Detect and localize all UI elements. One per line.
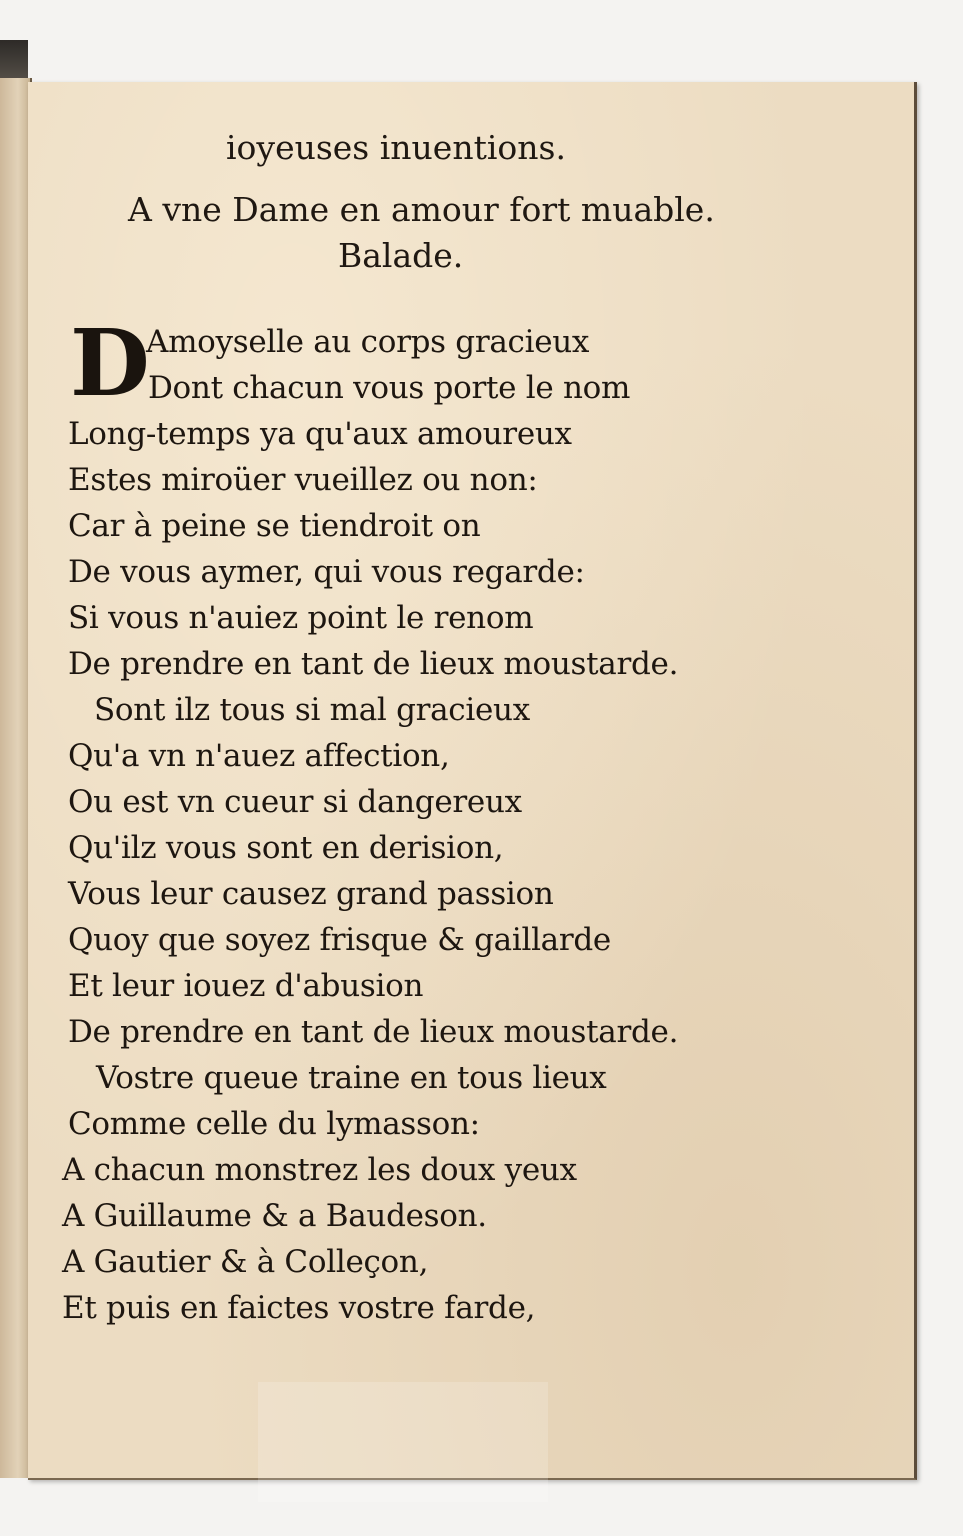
verse-line: Dont chacun vous porte le nom [148,370,631,406]
verse-line: A Gautier & à Colleçon, [62,1244,429,1280]
verse-line: De prendre en tant de lieux moustarde. [68,1014,679,1050]
poem-subtitle: Balade. [338,236,464,275]
verse-line: Long-temps ya qu'aux amoureux [68,416,572,452]
verse-line: Si vous n'auiez point le renom [68,600,534,636]
verse-line: Ou est vn cueur si dangereux [68,784,522,820]
verse-line: Quoy que soyez frisque & gaillarde [68,922,611,958]
verse-line: Sont ilz tous si mal gracieux [94,692,530,728]
poem-title: A vne Dame en amour fort muable. [128,190,715,229]
verse-line: Qu'a vn n'auez affection, [68,738,450,774]
verse-line: A chacun monstrez les doux yeux [62,1152,577,1188]
verse-line: Qu'ilz vous sont en derision, [68,830,504,866]
verse-line: Et puis en faictes vostre farde, [62,1290,536,1326]
verse-line: Amoyselle au corps gracieux [146,324,590,360]
verse-line: Et leur iouez d'abusion [68,968,424,1004]
verse-line: De prendre en tant de lieux moustarde. [68,646,679,682]
verse-line: Vostre queue traine en tous lieux [96,1060,607,1096]
verse-line: De vous aymer, qui vous regarde: [68,554,585,590]
verse-line: Vous leur causez grand passion [68,876,554,912]
verse-line: Car à peine se tiendroit on [68,508,481,544]
drop-capital: D [70,309,150,417]
running-header: ioyeuses inuentions. [226,128,566,167]
verse-line: Comme celle du lymasson: [68,1106,480,1142]
verse-line: A Guillaume & a Baudeson. [62,1198,487,1234]
verse-line: Estes miroüer vueillez ou non: [68,462,538,498]
